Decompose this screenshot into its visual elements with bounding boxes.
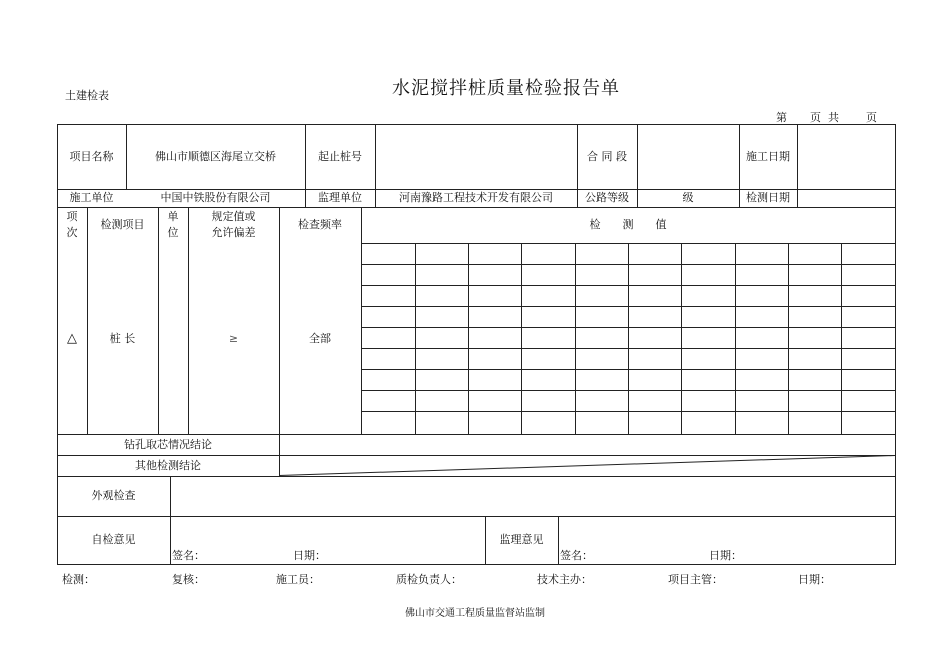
frequency-value: 全部	[309, 331, 331, 345]
pile-range-label: 起止桩号	[318, 149, 362, 163]
tolerance-header-line2: 允许偏差	[211, 226, 256, 239]
page-title: 水泥搅拌桩质量检验报告单	[392, 78, 620, 99]
self-check-date-label: 日期：	[293, 549, 326, 562]
self-check-sign-label: 签名：	[172, 549, 205, 562]
core-drilling-conclusion-label: 钻孔取芯情况结论	[124, 437, 212, 451]
tolerance-value: ≥	[228, 331, 239, 345]
supervision-opinion-label: 监理意见	[499, 533, 544, 546]
pile-range-value	[375, 124, 577, 189]
construction-date-label: 施工日期	[746, 149, 790, 163]
unit-value	[158, 243, 188, 434]
construction-staff-label: 施工员：	[276, 573, 320, 586]
contract-section-value	[637, 124, 739, 189]
road-grade-label: 公路等级	[585, 191, 629, 204]
page-number-label-ye-gong: 页共	[810, 111, 846, 124]
supervisor-value: 河南豫路工程技术开发有限公司	[399, 191, 553, 204]
frequency-header: 检查频率	[298, 218, 342, 231]
page-number-label-di: 第	[776, 111, 787, 124]
project-head-label: 项目主管：	[668, 573, 723, 586]
appearance-check-label: 外观检查	[91, 489, 136, 502]
inspection-report-table	[57, 124, 896, 565]
check-item-pile-length: 桩 长	[109, 331, 136, 345]
inspection-date-label: 检测日期	[746, 191, 790, 204]
supervision-sign-label: 签名：	[560, 549, 593, 562]
tech-head-label: 技术主办：	[537, 573, 592, 586]
unit-header-line2: 位	[167, 226, 179, 239]
inspector-label: 检测：	[62, 573, 95, 586]
other-tests-conclusion-label: 其他检测结论	[135, 458, 201, 472]
footer-date-label: 日期：	[798, 573, 831, 586]
contract-section-label: 合 同 段	[587, 149, 627, 163]
page-number-label-ye: 页	[866, 111, 877, 124]
unit-header-line1: 单	[167, 210, 179, 223]
unit-header	[158, 207, 188, 243]
tolerance-header-line1: 规定值或	[211, 210, 256, 223]
check-item-header: 检测项目	[100, 218, 145, 231]
supervision-date-label: 日期：	[709, 549, 742, 562]
tolerance-header	[188, 207, 279, 243]
reviewer-label: 复核：	[172, 573, 205, 586]
item-marker-triangle: △	[67, 330, 77, 346]
road-grade-value: 级	[682, 191, 694, 204]
qc-head-label: 质检负责人：	[396, 573, 462, 586]
project-name-label: 项目名称	[69, 149, 114, 163]
self-check-opinion-label: 自检意见	[91, 533, 136, 546]
item-no-header-line1: 项	[66, 210, 78, 223]
item-no-header	[57, 207, 87, 243]
project-name-value: 佛山市顺德区海尾立交桥	[155, 149, 276, 163]
builder-value: 中国中铁股份有限公司	[160, 191, 271, 204]
form-code: 土建检表	[65, 89, 109, 102]
builder-label: 施工单位	[69, 191, 114, 204]
supervisor-label: 监理单位	[318, 191, 362, 204]
form-maker-note: 佛山市交通工程质量监督站监制	[405, 608, 545, 619]
item-no-header-line2: 次	[66, 226, 78, 239]
inspection-date-value	[797, 189, 895, 207]
construction-date-value	[797, 124, 895, 189]
measured-values-header: 检 测 值	[589, 218, 667, 231]
